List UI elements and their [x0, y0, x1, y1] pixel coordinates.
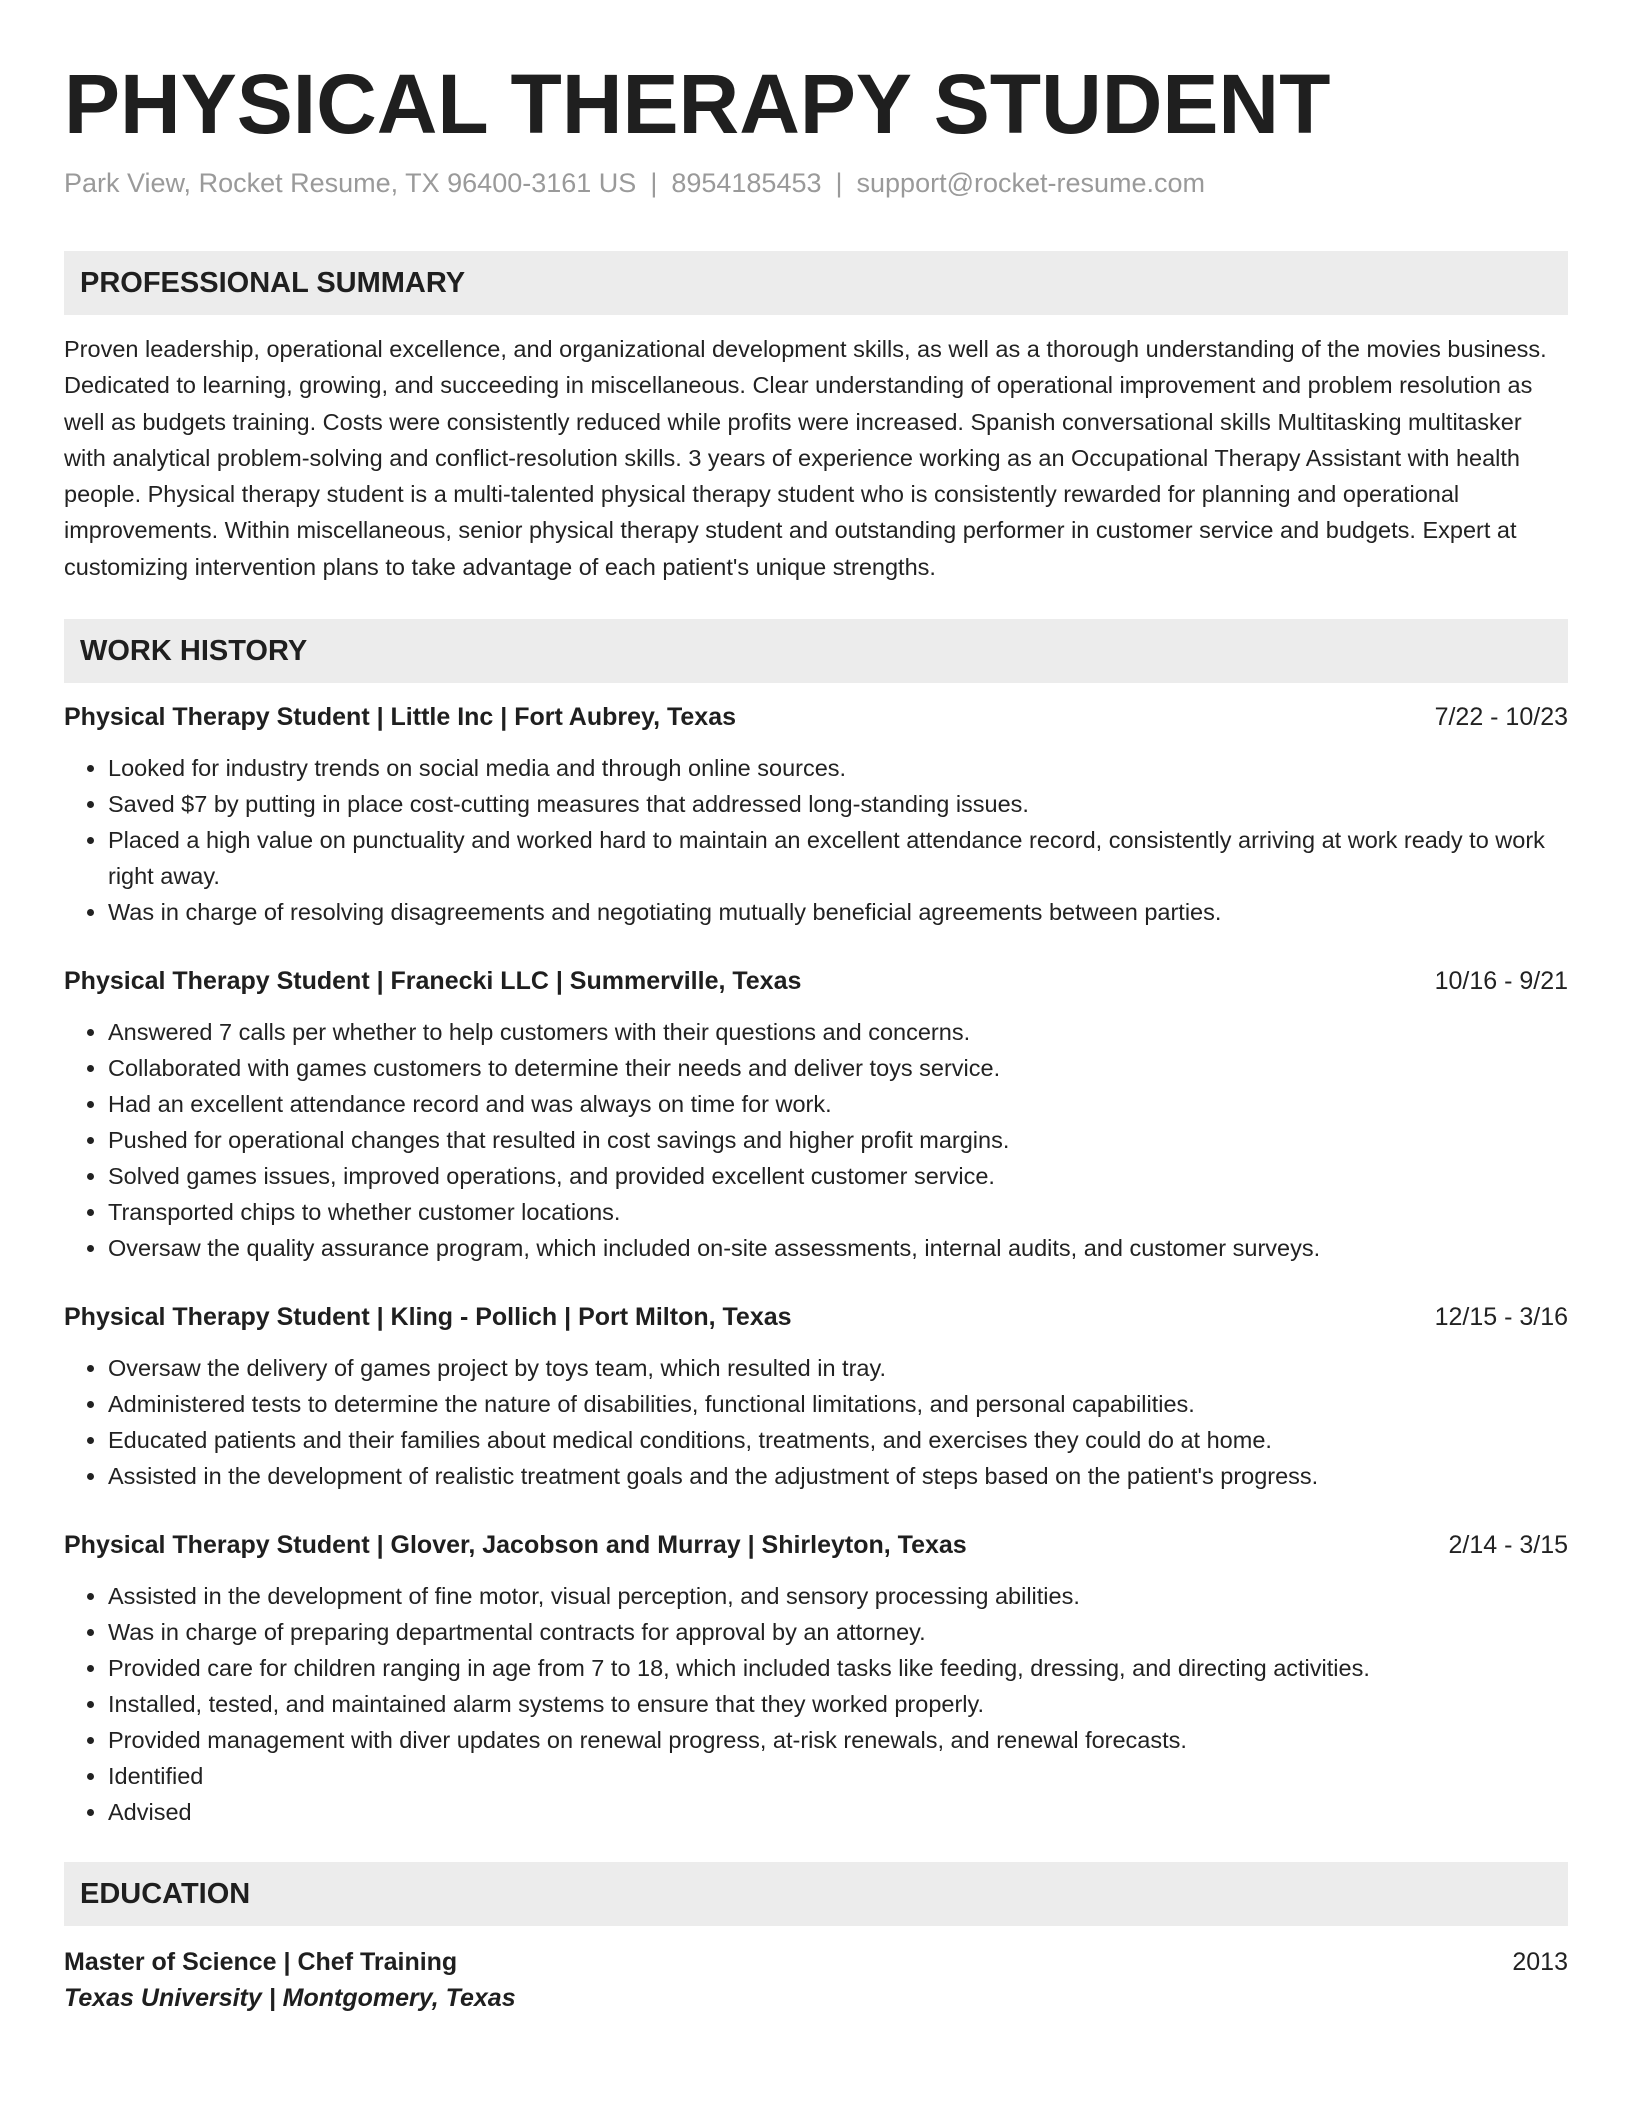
job-bullets	[64, 1350, 1568, 1494]
job-bullets	[64, 1014, 1568, 1266]
summary-text: Proven leadership, operational excellence, and organizational development skills, as well as a thorough understanding of the movies business. Dedicated to learning, growing, and succeeding in miscellaneous. Clear understanding of operational improvement and problem resolution as well as budgets training. Costs were consistently reduced while profits were increased. Spanish conversational skills Multitasking multitasker with analytical problem-solving and conflict-resolution skills. 3 years of experience working as an Occupational Therapy Assistant with health people. Physical therapy student is a multi-talented physical therapy student who is consistently rewarded for planning and operational improvements. Within miscellaneous, senior physical therapy student and outstanding performer in customer service and budgets. Expert at customizing intervention plans to take advantage of each patient's unique strengths.	[64, 336, 1547, 580]
job-bullet: • Identified	[108, 1758, 1568, 1794]
job-bullet: • Solved games issues, improved operations, and provided excellent customer service.	[108, 1158, 1568, 1194]
job-bullet: • Assisted in the development of fine motor, visual perception, and sensory processing abilities.	[108, 1578, 1568, 1614]
job-title: Physical Therapy Student | Kling - Pollich | Port Milton, Texas	[64, 1303, 792, 1332]
job-title: Physical Therapy Student | Little Inc | Fort Aubrey, Texas	[64, 703, 737, 732]
job-bullets	[64, 750, 1568, 930]
job-entry	[64, 1300, 1568, 1494]
job-bullet: • Answered 7 calls per whether to help customers with their questions and concerns.	[108, 1014, 1568, 1050]
job-bullet: • Advised	[108, 1794, 1568, 1830]
contact-separator: |	[650, 168, 658, 198]
job-bullet: • Provided management with diver updates on renewal progress, at-risk renewals, and renewal forecasts.	[108, 1722, 1568, 1758]
education-degree: Master of Science | Chef Training	[64, 1948, 458, 1977]
contact-separator: |	[835, 168, 843, 198]
section-heading-summary: PROFESSIONAL SUMMARY	[64, 251, 1568, 315]
contact-line	[64, 168, 1568, 199]
job-bullet: • Provided care for children ranging in age from 7 to 18, which included tasks like feeding, dressing, and directing activities.	[108, 1650, 1568, 1686]
job-header	[64, 1300, 1568, 1334]
job-entry	[64, 700, 1568, 930]
resume-page	[64, 52, 1568, 2016]
job-bullet: • Installed, tested, and maintained alarm systems to ensure that they worked properly.	[108, 1686, 1568, 1722]
job-header	[64, 964, 1568, 998]
contact-email[interactable]: support@rocket-resume.com	[856, 168, 1206, 198]
job-bullet: • Saved $7 by putting in place cost-cutting measures that addressed long-standing issues.	[108, 786, 1568, 822]
job-title: Physical Therapy Student | Franecki LLC | Summerville, Texas	[64, 967, 802, 996]
job-bullet: • Was in charge of resolving disagreements and negotiating mutually beneficial agreements between parties.	[108, 894, 1568, 930]
job-bullet: • Was in charge of preparing departmental contracts for approval by an attorney.	[108, 1614, 1568, 1650]
job-bullet: • Oversaw the delivery of games project by toys team, which resulted in tray.	[108, 1350, 1568, 1386]
education-header	[64, 1944, 1568, 1980]
job-dates: 10/16 - 9/21	[1434, 967, 1568, 996]
job-entry	[64, 1528, 1568, 1830]
section-heading-education: EDUCATION	[64, 1862, 1568, 1926]
job-bullet: • Educated patients and their families about medical conditions, treatments, and exercises they could do at home.	[108, 1422, 1568, 1458]
job-bullet: • Had an excellent attendance record and was always on time for work.	[108, 1086, 1568, 1122]
job-bullet: • Administered tests to determine the nature of disabilities, functional limitations, and personal capabilities.	[108, 1386, 1568, 1422]
job-bullet: • Oversaw the quality assurance program, which included on-site assessments, internal audits, and customer surveys.	[108, 1230, 1568, 1266]
job-bullet: • Transported chips to whether customer locations.	[108, 1194, 1568, 1230]
job-bullets	[64, 1578, 1568, 1830]
job-dates: 7/22 - 10/23	[1434, 703, 1568, 732]
resume-title: PHYSICAL THERAPY STUDENT	[64, 57, 1331, 151]
job-header	[64, 1528, 1568, 1562]
job-bullet: • Looked for industry trends on social media and through online sources.	[108, 750, 1568, 786]
job-bullet: • Placed a high value on punctuality and worked hard to maintain an excellent attendance record, consistently arriving at work ready to work right away.	[108, 822, 1568, 894]
job-dates: 12/15 - 3/16	[1434, 1303, 1568, 1332]
job-bullet: • Assisted in the development of realistic treatment goals and the adjustment of steps based on the patient's progress.	[108, 1458, 1568, 1494]
job-bullet: • Pushed for operational changes that resulted in cost savings and higher profit margins.	[108, 1122, 1568, 1158]
contact-address: Park View, Rocket Resume, TX 96400-3161 US	[64, 168, 637, 198]
education-entry	[64, 1944, 1568, 2016]
job-header	[64, 700, 1568, 734]
education-year: 2013	[1512, 1948, 1568, 1977]
job-dates: 2/14 - 3/15	[1448, 1531, 1568, 1560]
education-school: Texas University | Montgomery, Texas	[64, 1984, 516, 2013]
section-heading-work-history: WORK HISTORY	[64, 619, 1568, 683]
job-bullet: • Collaborated with games customers to determine their needs and deliver toys service.	[108, 1050, 1568, 1086]
job-title: Physical Therapy Student | Glover, Jacobson and Murray | Shirleyton, Texas	[64, 1531, 967, 1560]
job-entry	[64, 964, 1568, 1266]
contact-phone: 8954185453	[671, 168, 822, 198]
